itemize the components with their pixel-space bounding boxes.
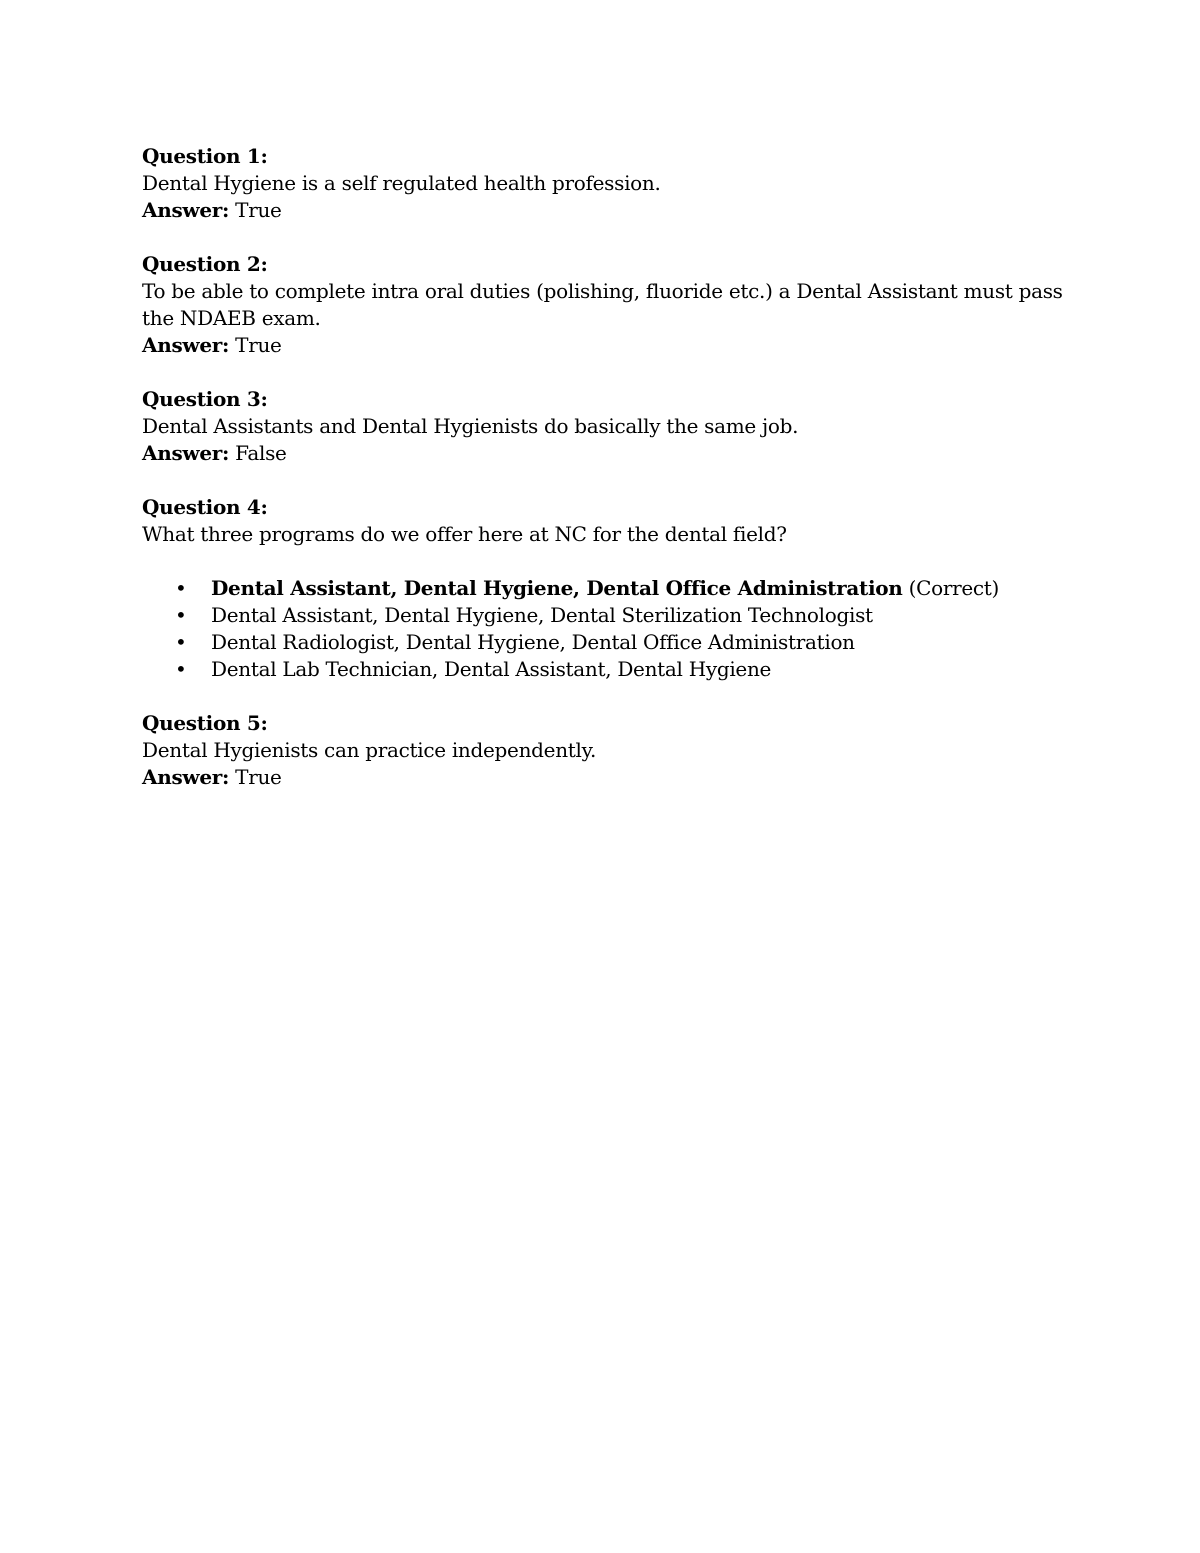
list-item: [142, 602, 1082, 629]
question-text: Dental Assistants and Dental Hygienists do basically the same job.: [142, 414, 799, 438]
question-5: [142, 710, 1082, 791]
question-1: [142, 143, 1082, 224]
question-label: Question 4:: [142, 495, 268, 519]
answer-value: False: [235, 441, 287, 465]
bullet-icon: •: [175, 630, 187, 654]
question-3: [142, 386, 1082, 467]
answer-line: [142, 764, 1082, 791]
question-label: Question 2:: [142, 252, 268, 276]
question-text: To be able to complete intra oral duties (polishing, fluoride etc.) a Dental Assistant must pass the NDAEB exam.: [142, 279, 1063, 330]
option-text: Dental Assistant, Dental Hygiene, Dental Office Administration: [211, 576, 903, 600]
option-note: (Correct): [908, 576, 1000, 600]
answer-label: Answer:: [142, 333, 230, 357]
answer-value: True: [235, 198, 282, 222]
answer-line: [142, 440, 1082, 467]
answer-label: Answer:: [142, 198, 230, 222]
question-text: Dental Hygiene is a self regulated health profession.: [142, 171, 661, 195]
answer-label: Answer:: [142, 441, 230, 465]
option-text: Dental Lab Technician, Dental Assistant, Dental Hygiene: [211, 657, 772, 681]
question-label: Question 5:: [142, 711, 268, 735]
answer-line: [142, 197, 1082, 224]
document-page: [142, 143, 1082, 818]
question-label: Question 1:: [142, 144, 268, 168]
answer-value: True: [235, 765, 282, 789]
options-list: [142, 575, 1082, 683]
answer-label: Answer:: [142, 765, 230, 789]
bullet-icon: •: [175, 576, 187, 600]
bullet-icon: •: [175, 657, 187, 681]
option-text: Dental Assistant, Dental Hygiene, Dental Sterilization Technologist: [211, 603, 873, 627]
question-text: What three programs do we offer here at NC for the dental field?: [142, 522, 787, 546]
question-label: Question 3:: [142, 387, 268, 411]
question-2: [142, 251, 1082, 359]
answer-line: [142, 332, 1082, 359]
list-item: [142, 629, 1082, 656]
answer-value: True: [235, 333, 282, 357]
question-4: [142, 494, 1082, 683]
list-item: [142, 575, 1082, 602]
list-item: [142, 656, 1082, 683]
bullet-icon: •: [175, 603, 187, 627]
question-text: Dental Hygienists can practice independently.: [142, 738, 597, 762]
option-text: Dental Radiologist, Dental Hygiene, Dental Office Administration: [211, 630, 855, 654]
